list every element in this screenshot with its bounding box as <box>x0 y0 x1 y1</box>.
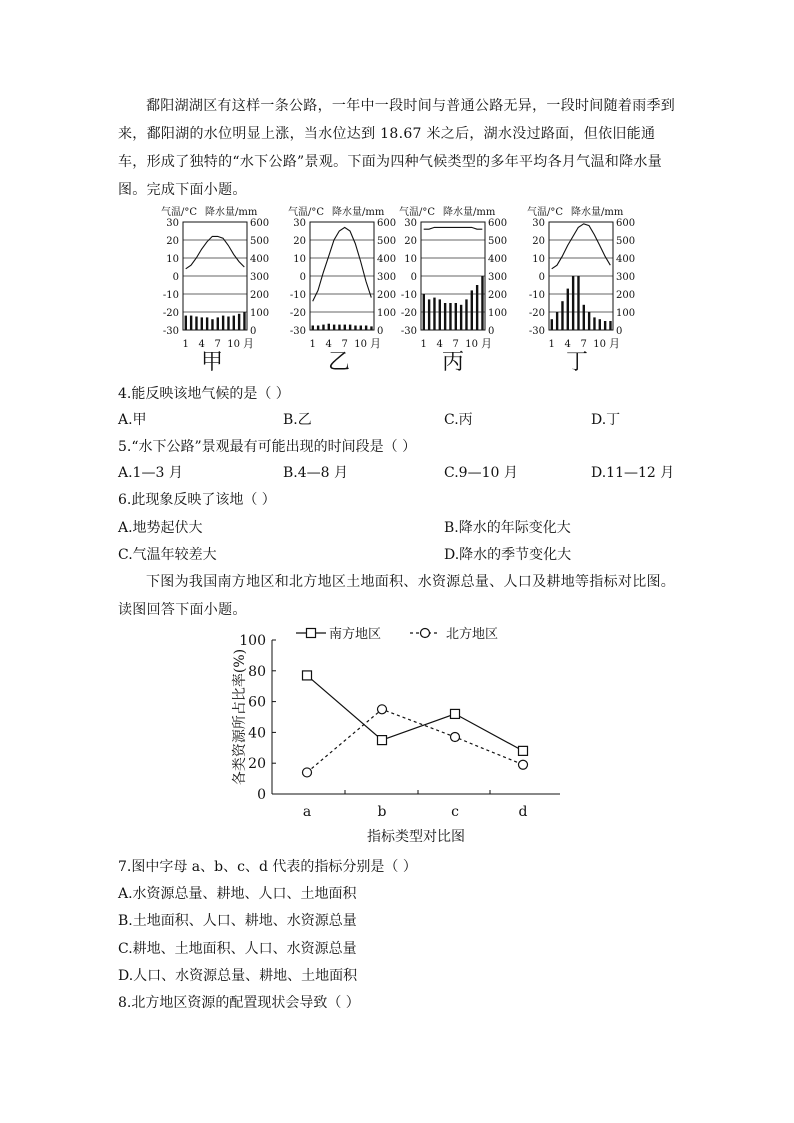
temp-tick: -10 <box>162 290 179 301</box>
north-point <box>378 705 387 714</box>
month-tick: 4 <box>436 339 443 350</box>
precip-tick: 400 <box>250 254 270 265</box>
precip-tick: 200 <box>250 290 270 301</box>
precip-tick: 0 <box>488 326 495 337</box>
precip-tick: 100 <box>250 308 270 319</box>
precip-bar <box>481 276 483 330</box>
precip-bar <box>567 289 569 330</box>
q4-stem: 4.能反映该地气候的是（ ） <box>118 386 290 402</box>
precip-bar <box>561 301 563 330</box>
temp-tick: -20 <box>289 308 306 319</box>
precip-bar <box>365 326 367 331</box>
temp-tick: 30 <box>166 218 179 229</box>
precip-tick: 500 <box>377 236 397 247</box>
temp-axis-label: 气温/°C <box>527 207 564 218</box>
precip-tick: 400 <box>616 254 636 265</box>
temp-tick: 30 <box>532 218 545 229</box>
precip-bar <box>201 317 203 330</box>
precip-bar <box>476 285 478 330</box>
temp-tick: -20 <box>400 308 417 319</box>
precip-tick: 500 <box>488 236 508 247</box>
temp-axis-label: 气温/°C <box>161 207 198 218</box>
q4-option-a[interactable]: A.甲 <box>118 412 147 428</box>
north-point <box>303 768 312 777</box>
precip-bar <box>551 319 553 330</box>
precip-bar <box>360 326 362 331</box>
y-tick-label: 100 <box>239 633 266 649</box>
month-tick: 1 <box>309 339 316 350</box>
passage-1: 鄱阳湖湖区有这样一条公路，一年中一段时间与普通公路无异，一段时间随着雨季到来，鄱阳湖的水位明显上涨，当水位达到 18.67 米之后，湖水没过路面，但依旧能通车，形成了独特的“水下公路”景观。下面为四种气候类型的多年平均各月气温和降水量图。完成下面小题。 <box>118 98 676 198</box>
month-tick: 10 <box>227 339 241 350</box>
precip-tick: 300 <box>377 272 397 283</box>
x-category-label: c <box>451 804 459 820</box>
temp-tick: -30 <box>400 326 417 337</box>
precip-bar <box>423 294 425 330</box>
north-point <box>451 733 460 742</box>
temp-tick: 20 <box>166 236 179 247</box>
precip-bar <box>328 324 330 330</box>
month-tick: 10 <box>354 339 368 350</box>
temp-tick: 10 <box>166 254 179 265</box>
precip-bar <box>243 312 245 330</box>
temperature-curve <box>186 236 245 268</box>
precip-bar <box>317 326 319 331</box>
precip-bar <box>190 316 192 330</box>
precip-tick: 400 <box>377 254 397 265</box>
legend-north-marker <box>421 629 430 638</box>
precip-bar <box>370 326 372 330</box>
temp-tick: -10 <box>400 290 417 301</box>
precip-bar <box>227 317 229 331</box>
q5-option-a[interactable]: A.1—3 月 <box>118 465 183 481</box>
precip-bar <box>439 299 441 330</box>
precip-tick: 600 <box>377 218 397 229</box>
precip-bar <box>217 317 219 330</box>
q4-option-d[interactable]: D.丁 <box>591 412 621 428</box>
climate-charts <box>0 196 794 376</box>
q7-option-d[interactable]: D.人口、水资源总量、耕地、土地面积 <box>118 968 358 984</box>
temperature-curve <box>424 227 483 229</box>
q5-option-c[interactable]: C.9—10 月 <box>444 465 518 481</box>
y-axis-title: 各类资源所占比率(%) <box>232 648 248 786</box>
temp-tick: 20 <box>532 236 545 247</box>
precip-bar <box>593 317 595 330</box>
precip-tick: 200 <box>377 290 397 301</box>
legend-south-label: 南方地区 <box>329 627 382 642</box>
climate-name-jia: 甲 <box>201 350 224 375</box>
month-tick: 10 <box>465 339 479 350</box>
temp-tick: 10 <box>532 254 545 265</box>
month-tick: 10 <box>593 339 607 350</box>
precip-bar <box>556 312 558 330</box>
precip-bar <box>583 305 585 330</box>
month-tick: 7 <box>214 339 221 350</box>
climate-name-yi: 乙 <box>328 350 351 375</box>
q6-stem: 6.此现象反映了该地（ ） <box>118 492 276 508</box>
q7-option-b[interactable]: B.土地面积、人口、耕地、水资源总量 <box>118 913 357 929</box>
precip-bar <box>444 303 446 330</box>
month-tick: 7 <box>452 339 459 350</box>
q8-stem: 8.北方地区资源的配置现状会导致（ ） <box>118 995 360 1011</box>
precip-tick: 0 <box>250 326 257 337</box>
temperature-curve <box>313 227 372 301</box>
x-category-label: d <box>518 804 528 820</box>
q4-option-c[interactable]: C.丙 <box>444 412 473 428</box>
precip-tick: 300 <box>250 272 270 283</box>
month-tick: 4 <box>325 339 332 350</box>
precip-bar <box>609 321 611 330</box>
precip-axis-label: 降水量/mm <box>332 207 385 218</box>
q7-option-c[interactable]: C.耕地、土地面积、人口、水资源总量 <box>118 941 357 957</box>
temp-tick: -10 <box>528 290 545 301</box>
q5-stem: 5.“水下公路”景观最有可能出现的时间段是（ ） <box>118 439 417 455</box>
x-axis-title: 指标类型对比图 <box>367 829 465 845</box>
climate-chart-2 <box>288 205 396 350</box>
q7-stem: 7.图中字母 a、b、c、d 代表的指标分别是（ ） <box>118 859 417 875</box>
precip-bar <box>588 312 590 330</box>
q5-option-d[interactable]: D.11—12 月 <box>591 465 675 481</box>
q6-option-a[interactable]: A.地势起伏大 <box>118 520 203 536</box>
series-north-line <box>307 709 523 772</box>
y-tick-label: 60 <box>248 694 266 711</box>
month-tick: 7 <box>580 339 587 350</box>
q6-option-b[interactable]: B.降水的年际变化大 <box>444 520 571 536</box>
precip-bar <box>354 326 356 331</box>
precip-bar <box>238 314 240 330</box>
south-point <box>378 736 387 745</box>
precip-axis-label: 降水量/mm <box>443 207 496 218</box>
climate-name-ding: 丁 <box>566 350 589 375</box>
precip-axis-label: 降水量/mm <box>205 207 258 218</box>
precip-bar <box>206 317 208 330</box>
series-south-line <box>307 675 523 751</box>
precip-bar <box>449 303 451 330</box>
precip-bar <box>349 325 351 330</box>
x-category-label: a <box>302 804 312 820</box>
south-point <box>519 746 528 755</box>
temp-axis-label: 气温/°C <box>399 207 436 218</box>
q6-option-c[interactable]: C.气温年较差大 <box>118 547 217 563</box>
precip-bar <box>312 326 314 331</box>
precip-bar <box>471 290 473 330</box>
south-point <box>451 709 460 718</box>
precip-bar <box>572 276 574 330</box>
precip-axis-label: 降水量/mm <box>571 207 624 218</box>
precip-bar <box>185 316 187 330</box>
precip-bar <box>455 303 457 330</box>
legend-south-marker <box>307 629 316 638</box>
precip-bar <box>211 319 213 330</box>
temp-tick: 0 <box>538 272 545 283</box>
temp-tick: -30 <box>289 326 306 337</box>
climate-name-bing: 丙 <box>442 350 465 375</box>
climate-chart-1 <box>161 205 269 350</box>
y-tick-label: 40 <box>248 725 266 742</box>
precip-bar <box>222 316 224 330</box>
temp-tick: 10 <box>404 254 417 265</box>
temp-tick: 0 <box>299 272 306 283</box>
precip-bar <box>604 321 606 330</box>
temp-tick: 0 <box>410 272 417 283</box>
precip-tick: 0 <box>616 326 623 337</box>
precip-tick: 600 <box>616 218 636 229</box>
q4-option-b[interactable]: B.乙 <box>283 412 312 428</box>
precip-tick: 0 <box>377 326 384 337</box>
y-tick-label: 0 <box>257 787 266 803</box>
month-tick: 1 <box>182 339 189 350</box>
precip-tick: 400 <box>488 254 508 265</box>
q6-option-d[interactable]: D.降水的季节变化大 <box>444 547 572 563</box>
precip-bar <box>344 325 346 330</box>
precip-bar <box>465 299 467 330</box>
month-unit-label: 月 <box>370 337 381 350</box>
precip-tick: 200 <box>616 290 636 301</box>
precip-bar <box>322 325 324 330</box>
temp-tick: -30 <box>528 326 545 337</box>
precip-tick: 500 <box>616 236 636 247</box>
month-tick: 1 <box>548 339 555 350</box>
temp-tick: 20 <box>404 236 417 247</box>
precip-bar <box>599 319 601 330</box>
month-tick: 7 <box>341 339 348 350</box>
month-unit-label: 月 <box>609 337 620 350</box>
temp-tick: -20 <box>162 308 179 319</box>
precip-tick: 600 <box>250 218 270 229</box>
month-tick: 4 <box>564 339 571 350</box>
month-unit-label: 月 <box>481 337 492 350</box>
month-tick: 4 <box>198 339 205 350</box>
legend-north-label: 北方地区 <box>446 627 499 642</box>
precip-tick: 100 <box>616 308 636 319</box>
month-tick: 1 <box>420 339 427 350</box>
temp-tick: -20 <box>528 308 545 319</box>
temp-tick: 30 <box>404 218 417 229</box>
precip-bar <box>460 305 462 330</box>
precip-bar <box>428 299 430 330</box>
y-tick-label: 20 <box>248 756 266 773</box>
precip-bar <box>338 325 340 330</box>
temp-tick: 0 <box>172 272 179 283</box>
precip-tick: 300 <box>616 272 636 283</box>
precip-tick: 300 <box>488 272 508 283</box>
north-point <box>519 760 528 769</box>
temp-axis-label: 气温/°C <box>288 207 325 218</box>
south-point <box>303 671 312 680</box>
precip-tick: 200 <box>488 290 508 301</box>
temp-tick: 30 <box>293 218 306 229</box>
precip-tick: 600 <box>488 218 508 229</box>
temp-tick: -30 <box>162 326 179 337</box>
y-tick-label: 80 <box>248 663 266 680</box>
precip-bar <box>333 325 335 330</box>
climate-chart-3 <box>399 205 507 350</box>
passage-2: 下图为我国南方地区和北方地区土地面积、水资源总量、人口及耕地等指标对比图。读图回答下面小题。 <box>118 574 676 618</box>
temperature-curve <box>552 224 611 269</box>
resource-line-chart <box>0 622 794 852</box>
precip-bar <box>195 317 197 331</box>
climate-chart-4 <box>527 205 635 350</box>
x-category-label: b <box>377 804 387 820</box>
precip-tick: 100 <box>488 308 508 319</box>
q5-option-b[interactable]: B.4—8 月 <box>283 465 349 481</box>
temp-tick: 10 <box>293 254 306 265</box>
precip-bar <box>577 276 579 330</box>
temp-tick: -10 <box>289 290 306 301</box>
q7-option-a[interactable]: A.水资源总量、耕地、人口、土地面积 <box>118 886 357 902</box>
precip-bar <box>233 316 235 330</box>
temp-tick: 20 <box>293 236 306 247</box>
month-unit-label: 月 <box>243 337 254 350</box>
precip-bar <box>433 298 435 330</box>
precip-tick: 100 <box>377 308 397 319</box>
precip-tick: 500 <box>250 236 270 247</box>
